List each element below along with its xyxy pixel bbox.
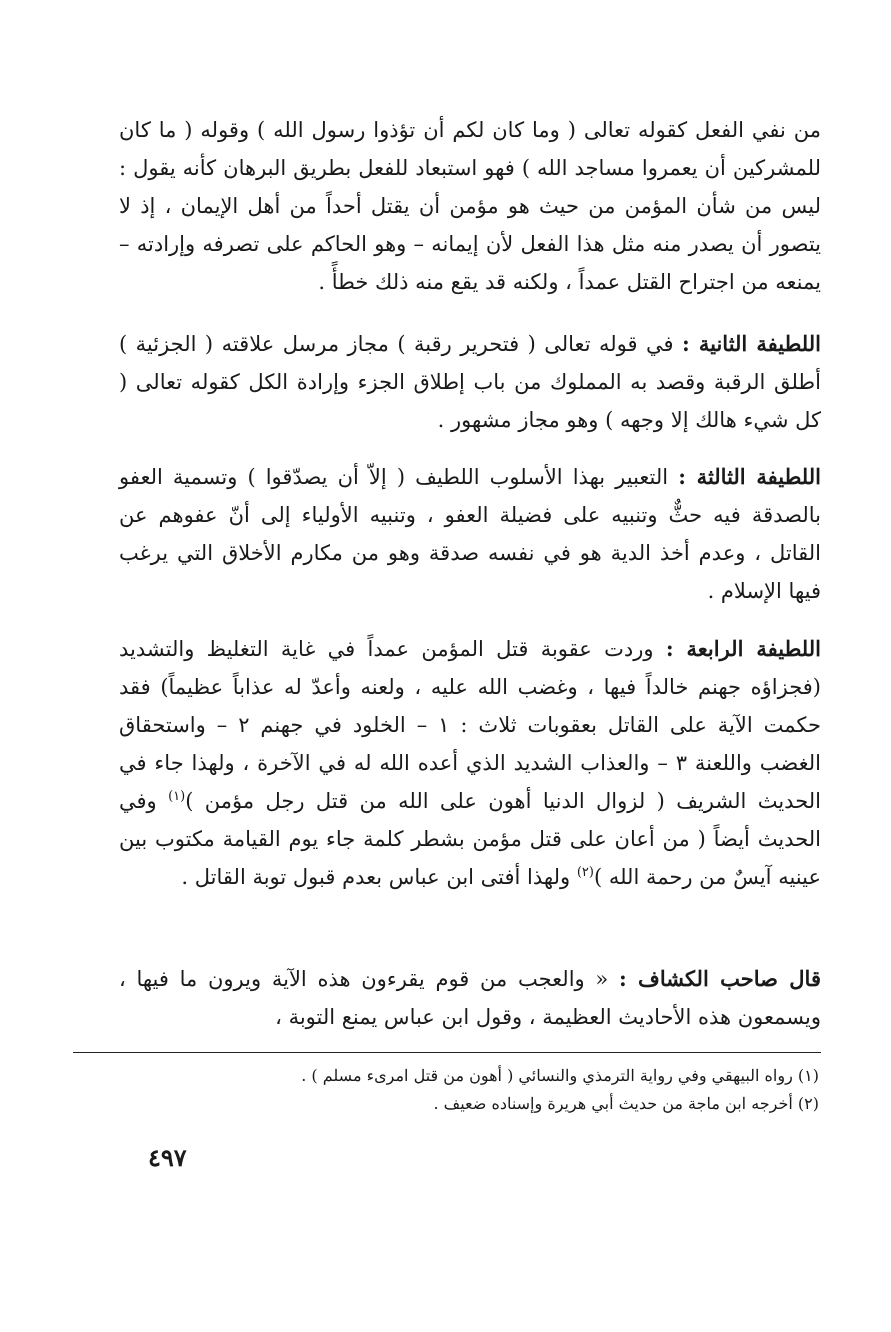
paragraph-text: وردت عقوبة قتل المؤمن عمداً في غاية التغليظ والتشديد (فجزاؤه جهنم خالداً فيها ، وغضب الله عليه ، ولعنه وأعدّ له عذاباً عظيماً) فقد حكمت الآية على القاتل بعقوبات ثلاث : ١ – الخلود في جهنم ٢ – واستحقاق الغضب واللعنة ٣ – والعذاب الشديد الذي أعده الله له في الآخرة ، ولهذا جاء في الحديث الشريف ( لزوال الدنيا أهون على الله من قتل رجل مؤمن ) <box>119 637 822 813</box>
paragraph-text: في قوله تعالى ( فتحرير رقبة ) مجاز مرسل علاقته ( الجزئية ) أطلق الرقبة وقصد به المملوك من باب إطلاق الجزء وإرادة الكل كقوله تعالى ( كل شيء هالك إلا وجهه ) وهو مجاز مشهور . <box>119 332 821 432</box>
paragraph-heading: اللطيفة الرابعة : <box>665 636 821 661</box>
paragraph-2 <box>119 325 821 439</box>
footnote-2: (٢) أخرجه ابن ماجة من حديث أبي هريرة وإسناده ضعيف . <box>433 1094 819 1113</box>
page-number: ٤٩٧ <box>148 1143 187 1172</box>
paragraph-heading: اللطيفة الثانية : <box>682 331 821 356</box>
paragraph-text-continued: وفي الحديث أيضاً ( من أعان على قتل مؤمن بشطر كلمة جاء يوم القيامة مكتوب بين عينيه آيسٌ من رحمة الله ) <box>119 789 821 889</box>
footnote-ref-2[interactable]: (٢) <box>576 865 594 880</box>
footnote-1: (١) رواه البيهقي وفي رواية الترمذي والنسائي ( أهون من قتل امرىء مسلم ) . <box>301 1066 819 1085</box>
footnote-divider <box>73 1052 821 1053</box>
footnote-ref-1[interactable]: (١) <box>168 789 186 804</box>
paragraph-text: من نفي الفعل كقوله تعالى ( وما كان لكم أن تؤذوا رسول الله ) وقوله ( ما كان للمشركين أن يعمروا مساجد الله ) فهو استبعاد للفعل بطريق البرهان كأنه يقول : ليس من شأن المؤمن من حيث هو مؤمن أن يقتل أحداً من أهل الإيمان ، إذ لا يتصور أن يصدر منه مثل هذا الفعل لأن إيمانه – وهو الحاكم على تصرفه وإرادته – يمنعه من اجتراح القتل عمداً ، ولكنه قد يقع منه ذلك خطأً . <box>119 118 821 294</box>
paragraph-4 <box>119 630 821 896</box>
paragraph-text-end: ولهذا أفتى ابن عباس بعدم قبول توبة القاتل . <box>181 865 571 889</box>
paragraph-1 <box>119 111 821 301</box>
paragraph-text: « والعجب من قوم يقرءون هذه الآية ويرون ما فيها ، ويسمعون هذه الأحاديث العظيمة ، وقول ابن عباس يمنع التوبة ، <box>119 967 821 1029</box>
footnotes <box>119 1062 819 1118</box>
paragraph-3 <box>119 458 821 610</box>
paragraph-5 <box>119 960 821 1036</box>
paragraph-heading: اللطيفة الثالثة : <box>678 464 821 489</box>
paragraph-text: التعبير بهذا الأسلوب اللطيف ( إلاّ أن يصدّقوا ) وتسمية العفو بالصدقة فيه حثٌّ وتنبيه على فضيلة العفو ، وتنبيه الأولياء إلى أنّ عفوهم عن القاتل ، وعدم أخذ الدية هو في نفسه صدقة وهو من مكارم الأخلاق التي يرغب فيها الإسلام . <box>119 465 821 603</box>
paragraph-heading: قال صاحب الكشاف : <box>618 966 821 991</box>
